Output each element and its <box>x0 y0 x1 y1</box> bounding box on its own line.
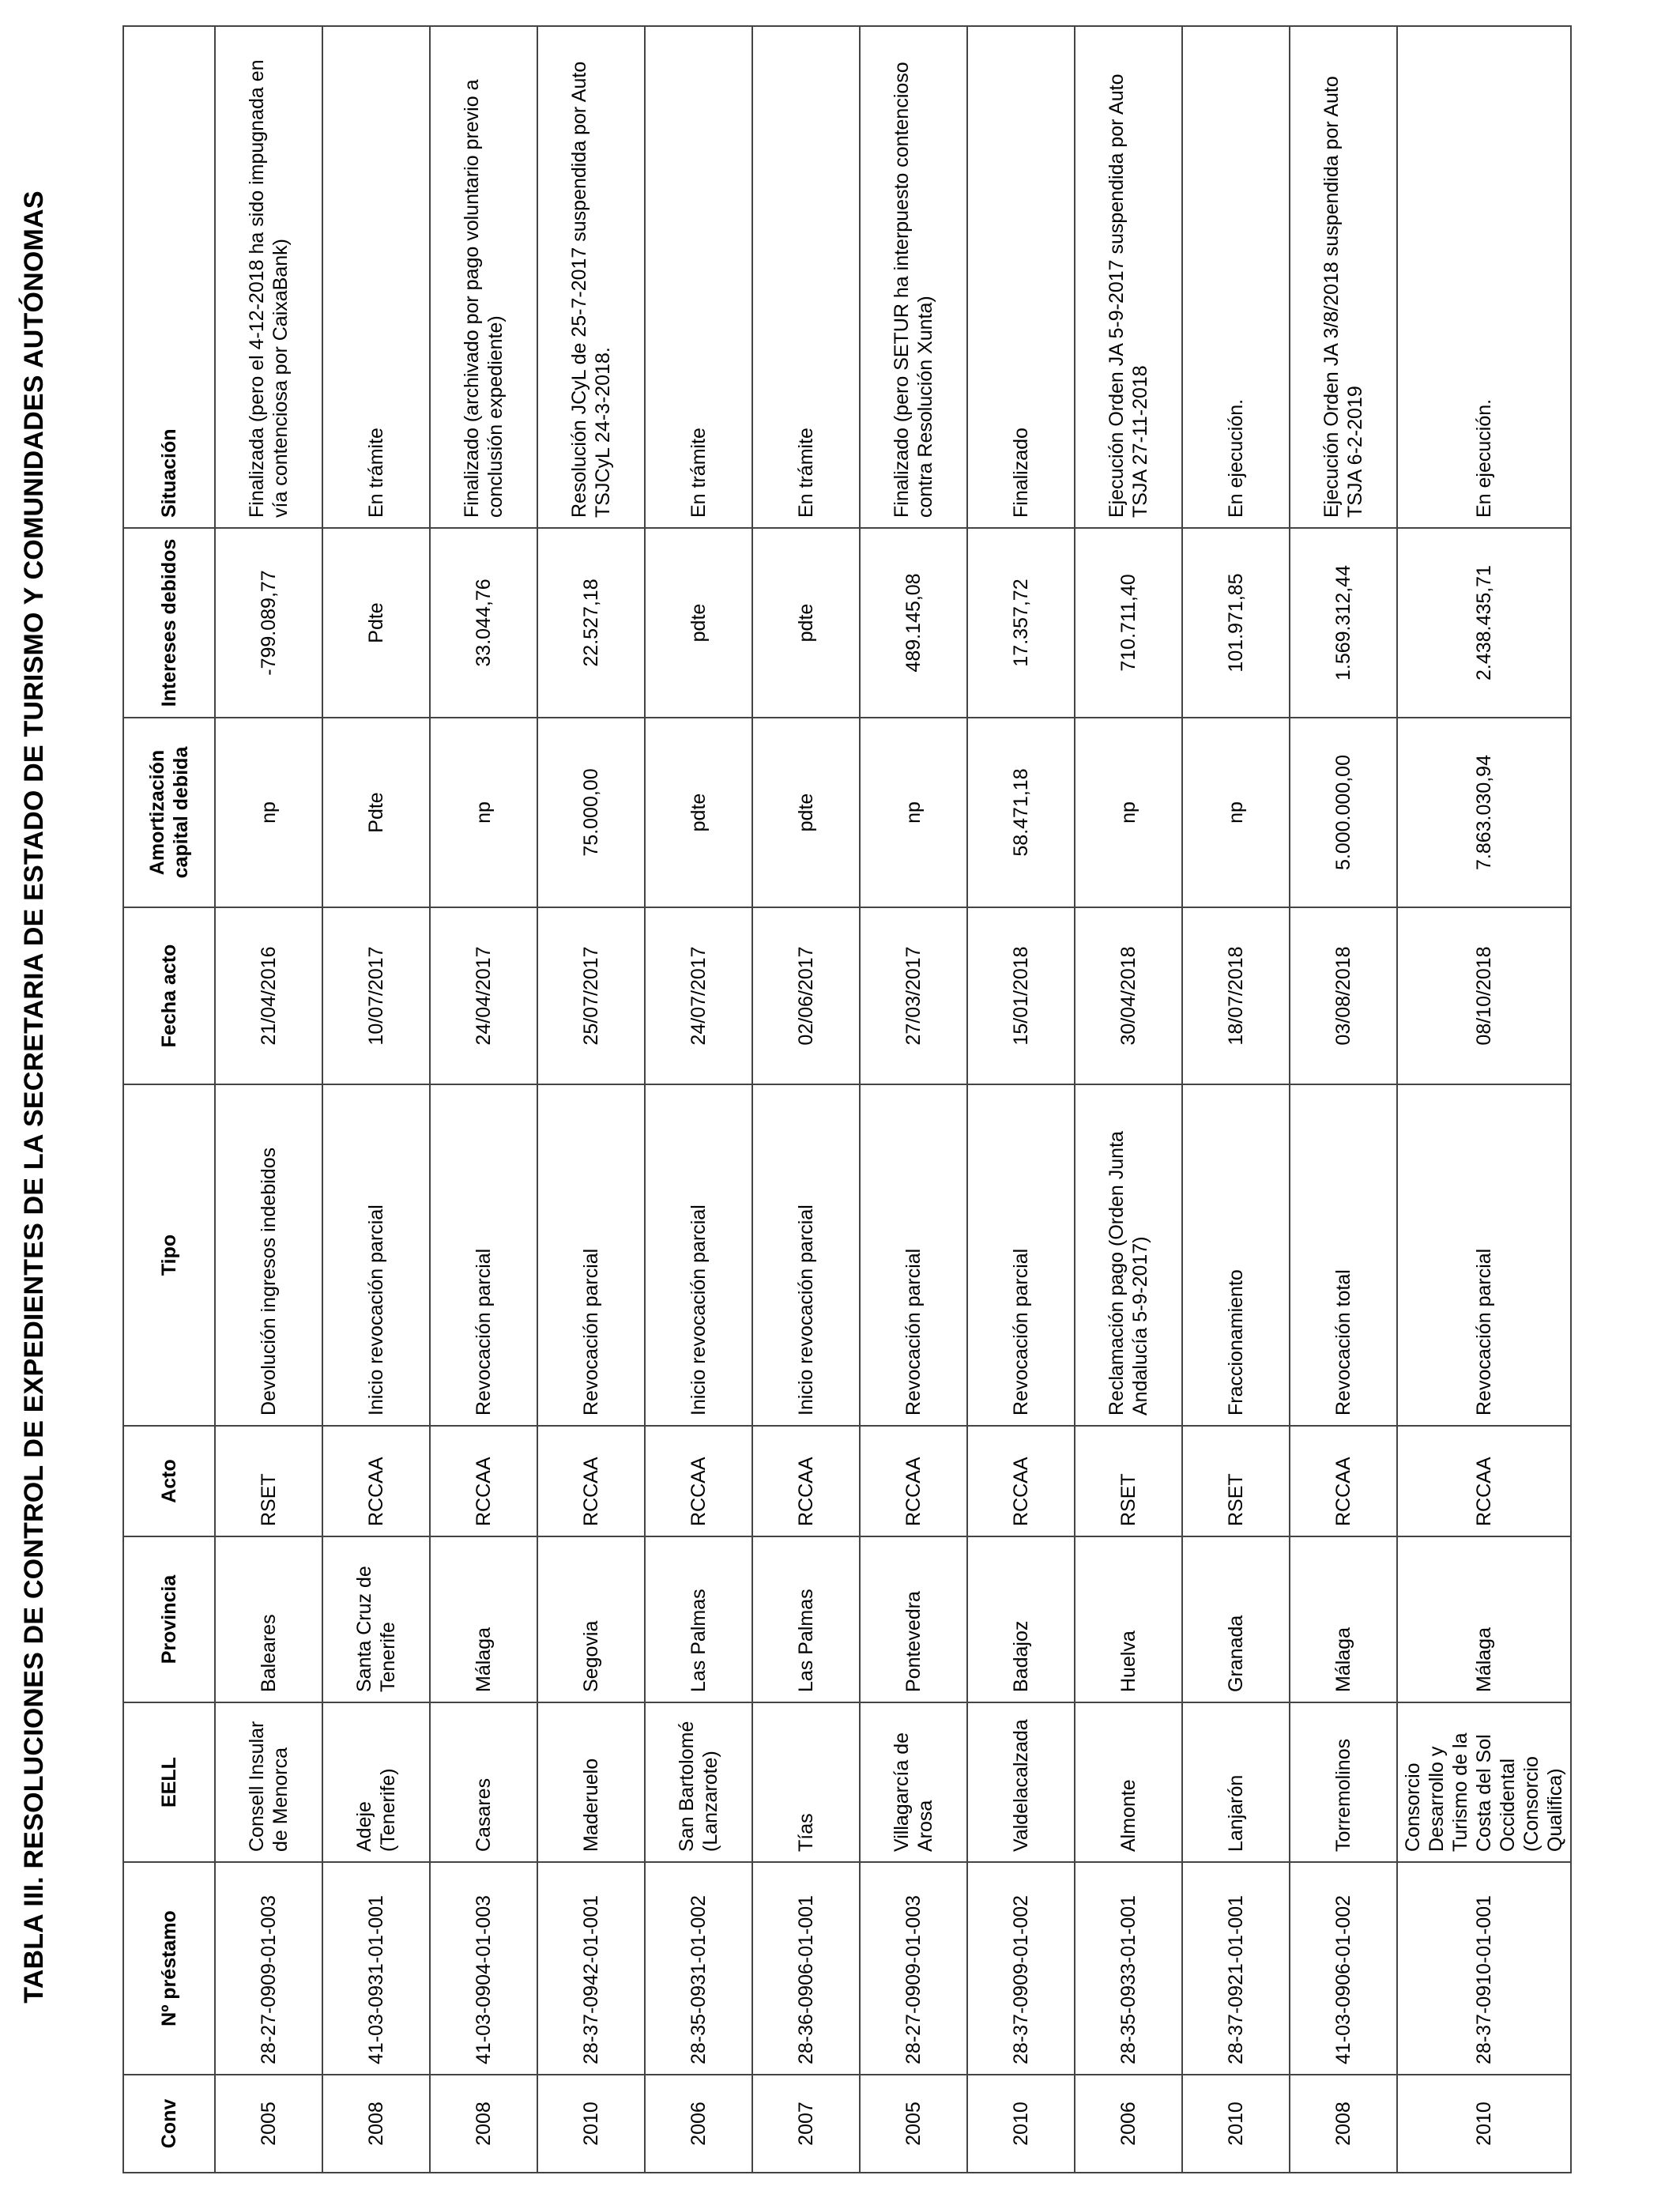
cell-provincia: Las Palmas <box>645 1536 752 1702</box>
cell-situacion: Ejecución Orden JA 3/8/2018 suspendida por Auto TSJA 6-2-2019 <box>1290 26 1397 528</box>
cell-prestamo: 28-27-0909-01-003 <box>215 1862 322 2075</box>
cell-eell: Consorcio Desarrollo y Turismo de la Costa del Sol Occidental (Consorcio Qualifica) <box>1397 1702 1571 1862</box>
cell-situacion: Resolución JCyL de 25-7-2017 suspendida por Auto TSJCyL 24-3-2018. <box>537 26 645 528</box>
cell-situacion: En trámite <box>645 26 752 528</box>
table-row <box>537 26 645 2173</box>
cell-situacion: En trámite <box>322 26 430 528</box>
cell-prestamo: 28-37-0910-01-001 <box>1397 1862 1571 2075</box>
cell-intereses: 22.527,18 <box>537 528 645 718</box>
cell-eell: San Bartolomé (Lanzarote) <box>645 1702 752 1862</box>
cell-intereses: 489.145,08 <box>860 528 967 718</box>
table-row <box>752 26 860 2173</box>
cell-tipo: Devolución ingresos indebidos <box>215 1084 322 1426</box>
cell-acto: RCCAA <box>1290 1426 1397 1536</box>
table-row <box>1397 26 1571 2173</box>
cell-intereses: 101.971,85 <box>1182 528 1290 718</box>
cell-acto: RSET <box>1182 1426 1290 1536</box>
cell-amortizacion: 7.863.030,94 <box>1397 718 1571 907</box>
cell-provincia: Badajoz <box>967 1536 1075 1702</box>
cell-fecha: 10/07/2017 <box>322 907 430 1084</box>
cell-intereses: 17.357,72 <box>967 528 1075 718</box>
header-provincia: Provincia <box>123 1536 215 1702</box>
cell-fecha: 18/07/2018 <box>1182 907 1290 1084</box>
cell-conv: 2008 <box>322 2075 430 2173</box>
cell-conv: 2008 <box>430 2075 537 2173</box>
cell-intereses: 33.044,76 <box>430 528 537 718</box>
cell-prestamo: 28-37-0909-01-002 <box>967 1862 1075 2075</box>
cell-acto: RSET <box>1075 1426 1182 1536</box>
cell-fecha: 15/01/2018 <box>967 907 1075 1084</box>
cell-tipo: Fraccionamiento <box>1182 1084 1290 1426</box>
header-prestamo: Nº préstamo <box>123 1862 215 2075</box>
table-row <box>1290 26 1397 2173</box>
header-conv: Conv <box>123 2075 215 2173</box>
cell-provincia: Santa Cruz de Tenerife <box>322 1536 430 1702</box>
cell-acto: RCCAA <box>1397 1426 1571 1536</box>
cell-eell: Valdelacalzada <box>967 1702 1075 1862</box>
cell-intereses: 1.569.312,44 <box>1290 528 1397 718</box>
table-row <box>1075 26 1182 2173</box>
cell-amortizacion: np <box>1182 718 1290 907</box>
cell-intereses: 710.711,40 <box>1075 528 1182 718</box>
cell-situacion: Ejecución Orden JA 5-9-2017 suspendida por Auto TSJA 27-11-2018 <box>1075 26 1182 528</box>
cell-provincia: Málaga <box>430 1536 537 1702</box>
cell-acto: RCCAA <box>967 1426 1075 1536</box>
cell-eell: Adeje (Tenerife) <box>322 1702 430 1862</box>
table-row <box>967 26 1075 2173</box>
cell-situacion: En ejecución. <box>1182 26 1290 528</box>
cell-acto: RCCAA <box>430 1426 537 1536</box>
cell-tipo: Revocación parcial <box>430 1084 537 1426</box>
cell-prestamo: 28-37-0942-01-001 <box>537 1862 645 2075</box>
cell-fecha: 08/10/2018 <box>1397 907 1571 1084</box>
cell-provincia: Málaga <box>1397 1536 1571 1702</box>
cell-acto: RCCAA <box>645 1426 752 1536</box>
table-row <box>645 26 752 2173</box>
header-eell: EELL <box>123 1702 215 1862</box>
cell-provincia: Málaga <box>1290 1536 1397 1702</box>
cell-intereses: Pdte <box>322 528 430 718</box>
cell-intereses: 2.438.435,71 <box>1397 528 1571 718</box>
cell-fecha: 02/06/2017 <box>752 907 860 1084</box>
cell-conv: 2005 <box>215 2075 322 2173</box>
cell-conv: 2010 <box>1182 2075 1290 2173</box>
cell-amortizacion: np <box>215 718 322 907</box>
cell-tipo: Inicio revocación parcial <box>752 1084 860 1426</box>
cell-intereses: -799.089,77 <box>215 528 322 718</box>
cell-prestamo: 41-03-0931-01-001 <box>322 1862 430 2075</box>
cell-eell: Lanjarón <box>1182 1702 1290 1862</box>
cell-fecha: 30/04/2018 <box>1075 907 1182 1084</box>
cell-prestamo: 28-27-0909-01-003 <box>860 1862 967 2075</box>
cell-conv: 2006 <box>1075 2075 1182 2173</box>
header-situacion: Situación <box>123 26 215 528</box>
cell-tipo: Revocación parcial <box>860 1084 967 1426</box>
cell-eell: Casares <box>430 1702 537 1862</box>
cell-situacion: Finalizado (archivado por pago voluntario previo a conclusión expediente) <box>430 26 537 528</box>
cell-tipo: Revocación parcial <box>967 1084 1075 1426</box>
page-title: TABLA III. RESOLUCIONES DE CONTROL DE EXPEDIENTES DE LA SECRETARIA DE ESTADO DE TURISMO Y COMUNIDADES AUTÓNOMAS <box>19 190 49 2004</box>
table-row <box>430 26 537 2173</box>
cell-conv: 2010 <box>967 2075 1075 2173</box>
cell-amortizacion: 5.000.000,00 <box>1290 718 1397 907</box>
cell-provincia: Granada <box>1182 1536 1290 1702</box>
cell-conv: 2005 <box>860 2075 967 2173</box>
cell-amortizacion: np <box>430 718 537 907</box>
cell-eell: Villagarcía de Arosa <box>860 1702 967 1862</box>
cell-tipo: Revocación parcial <box>537 1084 645 1426</box>
cell-prestamo: 28-35-0931-01-002 <box>645 1862 752 2075</box>
cell-tipo: Inicio revocación parcial <box>645 1084 752 1426</box>
cell-acto: RCCAA <box>322 1426 430 1536</box>
cell-situacion: Finalizada (pero el 4-12-2018 ha sido impugnada en vía contenciosa por CaixaBank) <box>215 26 322 528</box>
cell-conv: 2010 <box>537 2075 645 2173</box>
cell-fecha: 21/04/2016 <box>215 907 322 1084</box>
cell-fecha: 24/04/2017 <box>430 907 537 1084</box>
table-row <box>1182 26 1290 2173</box>
cell-situacion: En trámite <box>752 26 860 528</box>
cell-provincia: Las Palmas <box>752 1536 860 1702</box>
cell-prestamo: 28-36-0906-01-001 <box>752 1862 860 2075</box>
cell-fecha: 27/03/2017 <box>860 907 967 1084</box>
cell-situacion: En ejecución. <box>1397 26 1571 528</box>
expedientes-table <box>122 25 1572 2173</box>
cell-eell: Tías <box>752 1702 860 1862</box>
cell-prestamo: 41-03-0906-01-002 <box>1290 1862 1397 2075</box>
cell-amortizacion: Pdte <box>322 718 430 907</box>
cell-eell: Maderuelo <box>537 1702 645 1862</box>
table-row <box>322 26 430 2173</box>
cell-tipo: Revocación parcial <box>1397 1084 1571 1426</box>
header-amortizacion: Amortización capital debida <box>123 718 215 907</box>
cell-fecha: 03/08/2018 <box>1290 907 1397 1084</box>
cell-tipo: Reclamación pago (Orden Junta Andalucía 5-9-2017) <box>1075 1084 1182 1426</box>
cell-acto: RCCAA <box>537 1426 645 1536</box>
cell-conv: 2010 <box>1397 2075 1571 2173</box>
cell-intereses: pdte <box>752 528 860 718</box>
cell-amortizacion: np <box>1075 718 1182 907</box>
cell-acto: RCCAA <box>860 1426 967 1536</box>
cell-amortizacion: pdte <box>645 718 752 907</box>
cell-conv: 2006 <box>645 2075 752 2173</box>
table-row <box>215 26 322 2173</box>
cell-prestamo: 41-03-0904-01-003 <box>430 1862 537 2075</box>
cell-intereses: pdte <box>645 528 752 718</box>
cell-amortizacion: 75.000,00 <box>537 718 645 907</box>
cell-tipo: Revocación total <box>1290 1084 1397 1426</box>
table-row <box>860 26 967 2173</box>
header-tipo: Tipo <box>123 1084 215 1426</box>
table-header-row <box>123 26 215 2173</box>
cell-conv: 2007 <box>752 2075 860 2173</box>
cell-amortizacion: pdte <box>752 718 860 907</box>
cell-eell: Consell Insular de Menorca <box>215 1702 322 1862</box>
cell-provincia: Huelva <box>1075 1536 1182 1702</box>
cell-prestamo: 28-37-0921-01-001 <box>1182 1862 1290 2075</box>
cell-conv: 2008 <box>1290 2075 1397 2173</box>
cell-fecha: 25/07/2017 <box>537 907 645 1084</box>
cell-fecha: 24/07/2017 <box>645 907 752 1084</box>
cell-provincia: Segovia <box>537 1536 645 1702</box>
cell-situacion: Finalizado (pero SETUR ha interpuesto contencioso contra Resolución Xunta) <box>860 26 967 528</box>
cell-amortizacion: np <box>860 718 967 907</box>
cell-provincia: Pontevedra <box>860 1536 967 1702</box>
cell-provincia: Baleares <box>215 1536 322 1702</box>
cell-acto: RCCAA <box>752 1426 860 1536</box>
cell-tipo: Inicio revocación parcial <box>322 1084 430 1426</box>
cell-amortizacion: 58.471,18 <box>967 718 1075 907</box>
header-intereses: Intereses debidos <box>123 528 215 718</box>
cell-situacion: Finalizado <box>967 26 1075 528</box>
header-fecha: Fecha acto <box>123 907 215 1084</box>
cell-eell: Torremolinos <box>1290 1702 1397 1862</box>
cell-acto: RSET <box>215 1426 322 1536</box>
cell-eell: Almonte <box>1075 1702 1182 1862</box>
header-acto: Acto <box>123 1426 215 1536</box>
cell-prestamo: 28-35-0933-01-001 <box>1075 1862 1182 2075</box>
